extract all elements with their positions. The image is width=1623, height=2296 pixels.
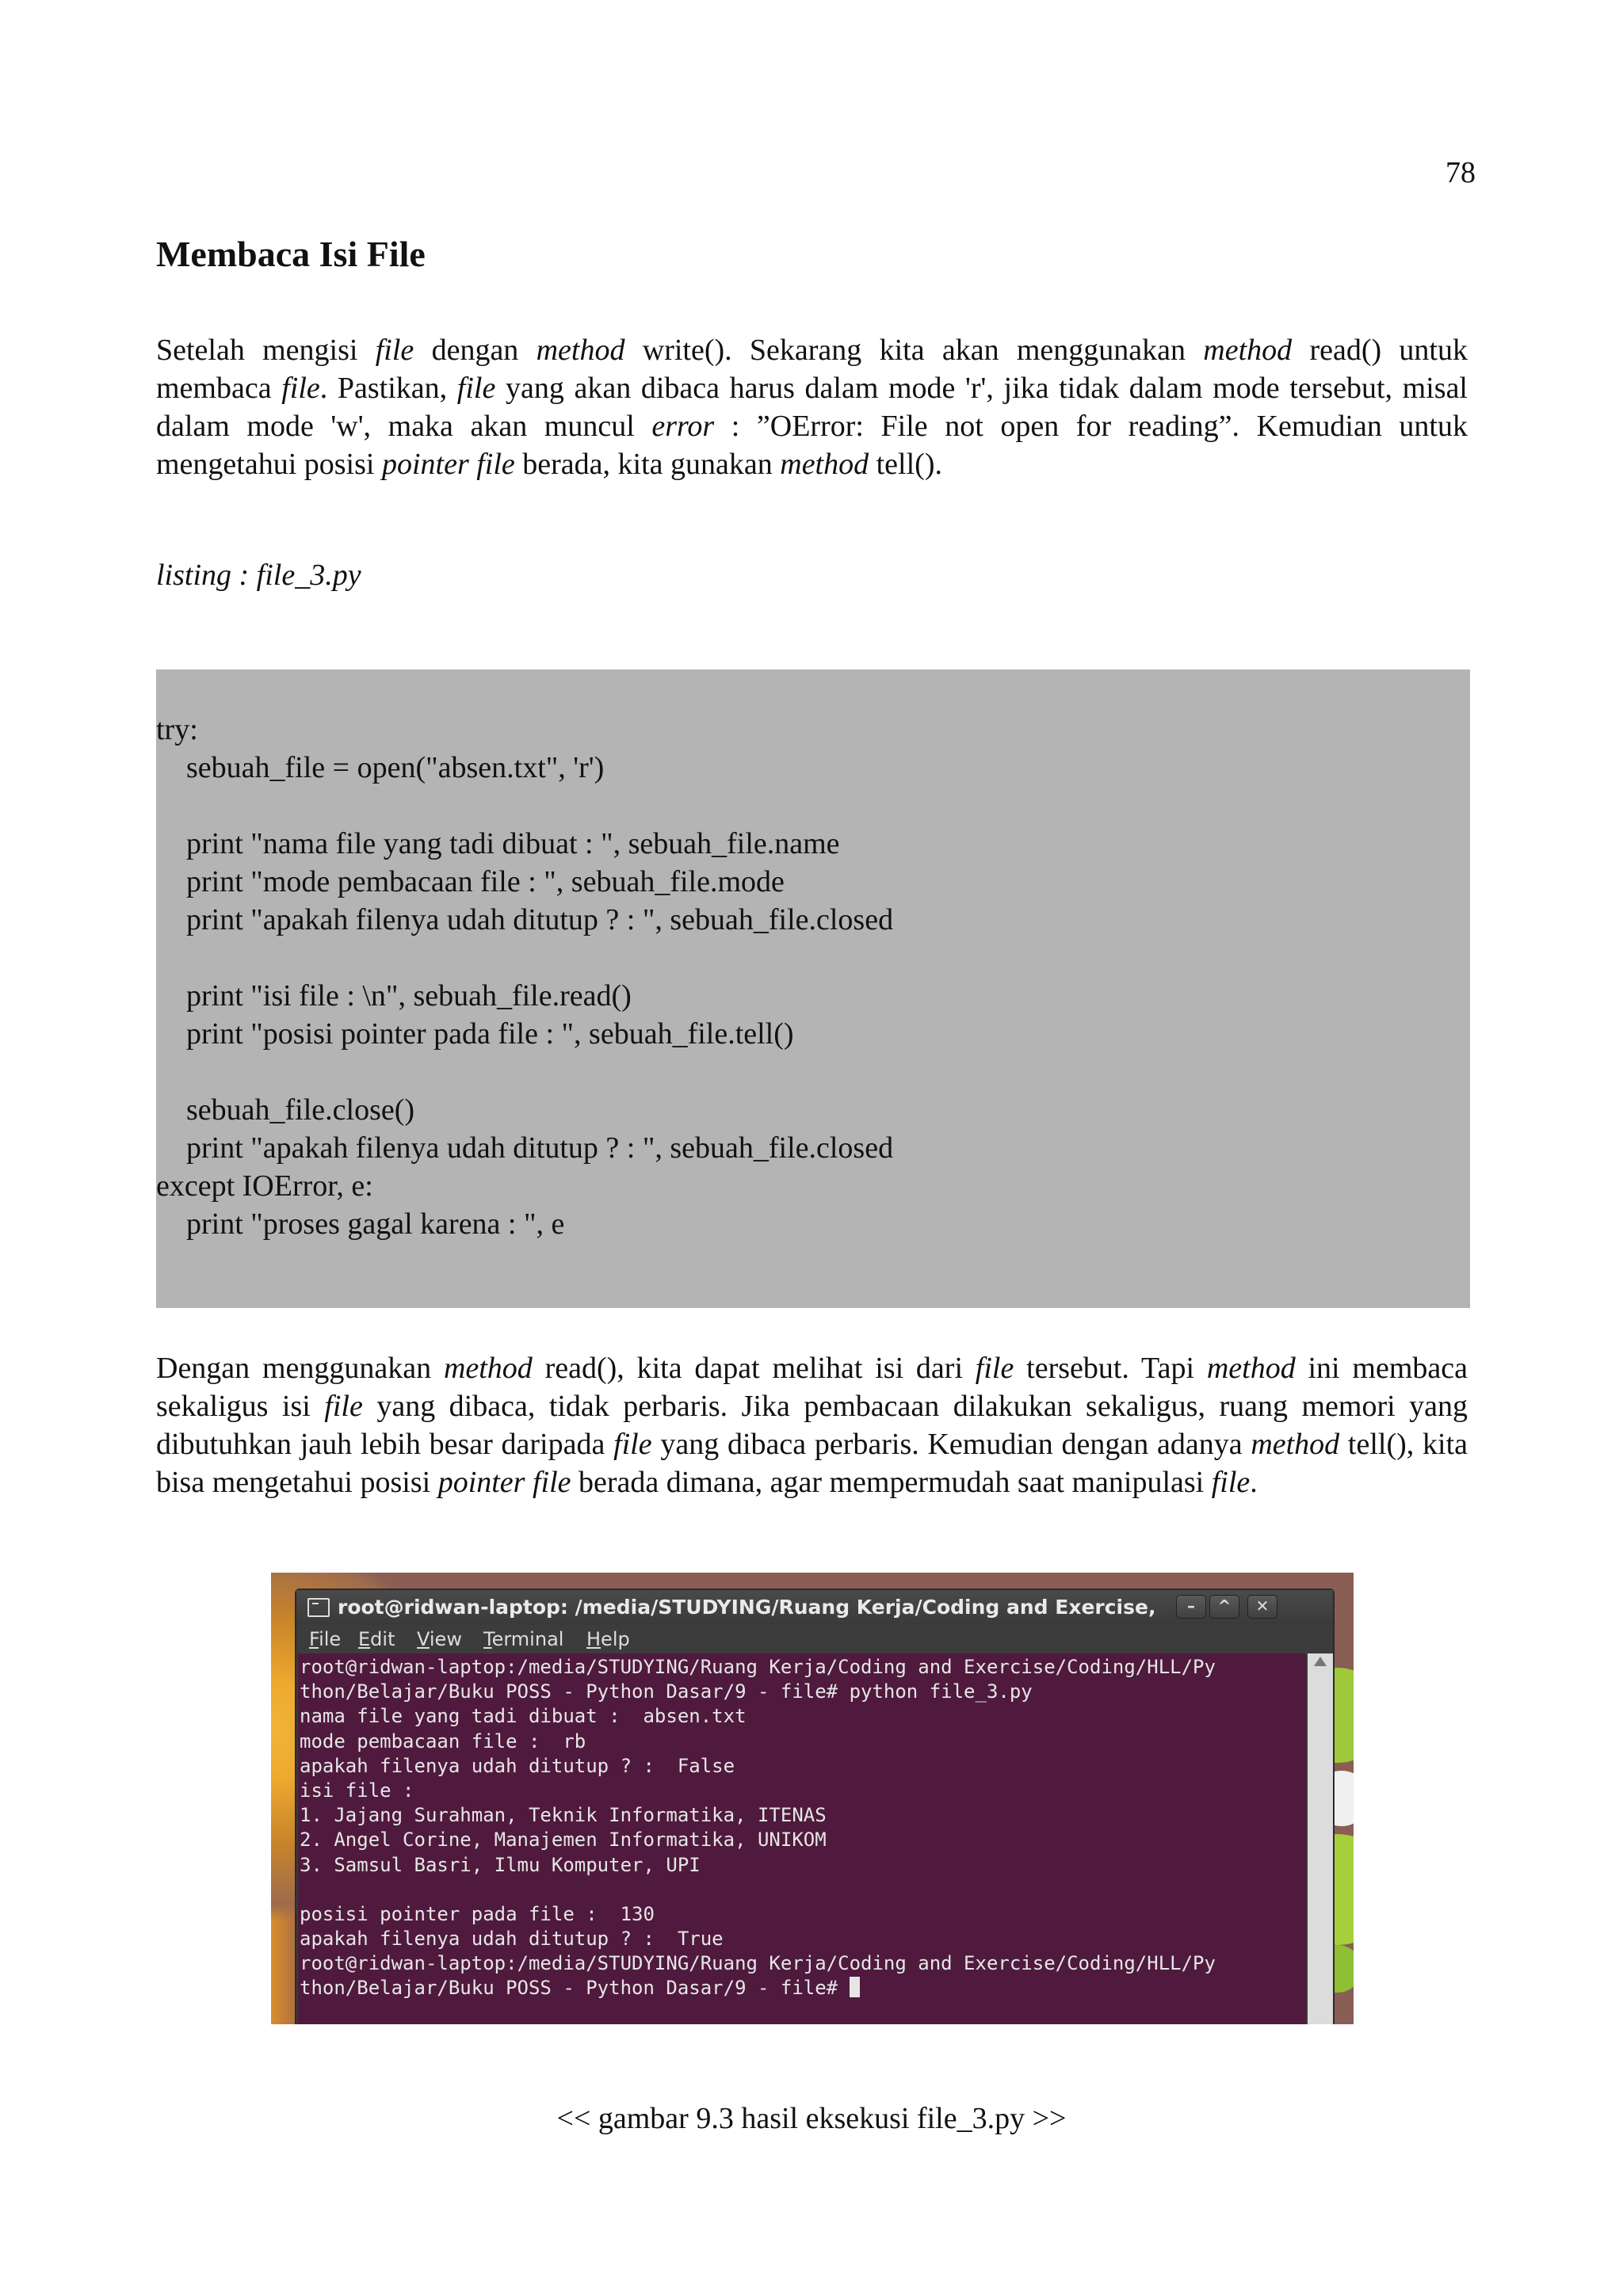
terminal-scrollbar[interactable] — [1308, 1653, 1333, 2024]
intro-paragraph — [156, 331, 1468, 483]
code-lines — [156, 711, 893, 1243]
terminal-line — [300, 1680, 1306, 1704]
terminal-icon — [307, 1598, 330, 1617]
figure-caption: << gambar 9.3 hasil eksekusi file_3.py >> — [556, 2102, 1067, 2135]
listing-label: listing : file_3.py — [156, 559, 361, 592]
text-run: read() untuk membaca — [156, 334, 1468, 405]
terminal-line-text: thon/Belajar/Buku POSS - Python Dasar/9 - file# — [300, 1977, 850, 2000]
menu-mnemonic: V — [417, 1628, 430, 1650]
terminal-line — [300, 1853, 1306, 1878]
terminal-line-text: isi file : — [300, 1779, 414, 1802]
menu-item[interactable] — [417, 1628, 462, 1650]
italic-term: file — [375, 334, 414, 367]
italic-term: file — [975, 1352, 1014, 1385]
menu-item[interactable] — [358, 1628, 395, 1650]
code-line: print "nama file yang tadi dibuat : ", sebuah_file.name — [156, 827, 840, 860]
menu-mnemonic: F — [309, 1628, 319, 1650]
window-title: root@ridwan-laptop: /media/STUDYING/Ruang Kerja/Coding and Exercise, — [338, 1596, 1156, 1619]
terminal-line — [300, 1902, 1306, 1927]
menu-label: elp — [601, 1628, 630, 1650]
code-line: print "apakah filenya udah ditutup ? : ", sebuah_file.closed — [156, 1131, 894, 1165]
terminal-line — [300, 1828, 1306, 1852]
italic-term: method — [1206, 1352, 1296, 1385]
italic-term: file — [1211, 1466, 1251, 1499]
text-run: read(), kita dapat melihat isi dari — [532, 1352, 976, 1385]
terminal-line — [300, 1754, 1306, 1779]
text-run: . Pastikan, — [319, 372, 457, 405]
code-line: print "isi file : \n", sebuah_file.read() — [156, 979, 632, 1013]
italic-term: file — [613, 1428, 652, 1461]
terminal-line — [300, 1779, 1306, 1803]
terminal-line — [300, 1927, 1306, 1951]
terminal-screenshot — [271, 1573, 1354, 2024]
code-block — [156, 669, 1470, 1308]
terminal-line-text: nama file yang tadi dibuat : absen.txt — [300, 1705, 747, 1728]
menu-mnemonic: E — [358, 1628, 371, 1650]
terminal-line-text: root@ridwan-laptop:/media/STUDYING/Ruang Kerja/Coding and Exercise/Coding/HLL/Py — [300, 1656, 1216, 1678]
terminal-line-text: root@ridwan-laptop:/media/STUDYING/Ruang Kerja/Coding and Exercise/Coding/HLL/Py — [300, 1952, 1216, 1975]
terminal-line-text: 2. Angel Corine, Manajemen Informatika, UNIKOM — [300, 1829, 827, 1852]
terminal-line-text: posisi pointer pada file : 130 — [300, 1902, 655, 1925]
section-heading: Membaca Isi File — [156, 234, 426, 274]
text-run: ini membaca sekaligus isi — [156, 1352, 1468, 1423]
minimize-button[interactable]: – — [1176, 1595, 1206, 1619]
text-run: : ”OError: File not open for reading”. Kemudian untuk mengetahui posisi — [156, 410, 1468, 481]
text-run: . — [1250, 1466, 1258, 1499]
menu-mnemonic: T — [483, 1628, 492, 1650]
terminal-line-text: 3. Samsul Basri, Ilmu Komputer, UPI — [300, 1853, 701, 1876]
terminal-line — [300, 1704, 1306, 1729]
text-run: berada, kita gunakan — [514, 448, 781, 481]
terminal-line-text: apakah filenya udah ditutup ? : False — [300, 1754, 735, 1777]
text-run: berada dimana, agar mempermudah saat manipulasi — [571, 1466, 1212, 1499]
terminal-line — [300, 1951, 1306, 1976]
menu-label: erminal — [491, 1628, 564, 1650]
terminal-cursor — [850, 1977, 860, 1997]
italic-term: method — [1251, 1428, 1340, 1461]
text-run: tersebut. Tapi — [1014, 1352, 1207, 1385]
terminal-line — [300, 1878, 1306, 1902]
terminal-line — [300, 1976, 1306, 2000]
menu-label: iew — [429, 1628, 462, 1650]
text-run: tell(). — [869, 448, 942, 481]
menu-label: dit — [370, 1628, 395, 1650]
code-line: print "proses gagal karena : ", e — [156, 1207, 565, 1241]
terminal-line-text: 1. Jajang Surahman, Teknik Informatika, ITENAS — [300, 1804, 827, 1827]
italic-term: pointer file — [381, 448, 515, 481]
code-line: except IOError, e: — [156, 1169, 373, 1203]
menu-label: ile — [319, 1628, 342, 1650]
text-run: yang dibaca perbaris. Kemudian dengan adanya — [651, 1428, 1251, 1461]
code-line: sebuah_file.close() — [156, 1093, 415, 1127]
scroll-up-icon[interactable] — [1314, 1657, 1327, 1666]
text-run: dengan — [414, 334, 537, 367]
code-line — [156, 787, 893, 825]
code-line: print "posisi pointer pada file : ", sebuah_file.tell() — [156, 1017, 794, 1051]
italic-term: pointer file — [437, 1466, 571, 1499]
menu-item[interactable] — [309, 1628, 341, 1650]
terminal-menubar — [296, 1625, 1333, 1653]
text-run: tell(), kita bisa mengetahui posisi — [156, 1428, 1468, 1499]
code-line: try: — [156, 713, 198, 746]
terminal-line — [300, 1655, 1306, 1680]
italic-term: method — [780, 448, 869, 481]
close-button[interactable]: ✕ — [1247, 1595, 1277, 1619]
code-line — [156, 939, 893, 977]
page-number: 78 — [1445, 156, 1476, 189]
terminal-output[interactable] — [298, 1653, 1306, 2024]
menu-mnemonic: H — [586, 1628, 601, 1650]
menu-item[interactable] — [483, 1628, 563, 1650]
text-run: Setelah mengisi — [156, 334, 376, 367]
italic-term: method — [443, 1352, 533, 1385]
italic-term: file — [456, 372, 496, 405]
explanation-paragraph — [156, 1349, 1468, 1501]
menu-item[interactable] — [586, 1628, 630, 1650]
text-run: yang dibaca, tidak perbaris. Jika pembacaan dilakukan sekaligus, ruang memori yang dibutuhkan jauh lebih besar daripada — [156, 1390, 1468, 1461]
italic-term: method — [1203, 334, 1293, 367]
italic-term: file — [324, 1390, 363, 1423]
code-line: sebuah_file = open("absen.txt", 'r') — [156, 751, 605, 784]
code-line: print "mode pembacaan file : ", sebuah_file.mode — [156, 865, 785, 898]
terminal-line-text: thon/Belajar/Buku POSS - Python Dasar/9 - file# python file_3.py — [300, 1680, 1033, 1703]
terminal-line-text: mode pembacaan file : rb — [300, 1730, 586, 1753]
maximize-button[interactable]: ^ — [1209, 1595, 1239, 1619]
terminal-line — [300, 1803, 1306, 1828]
text-run: write(). Sekarang kita akan menggunakan — [624, 334, 1204, 367]
text-run: Dengan menggunakan — [156, 1352, 444, 1385]
code-line — [156, 1053, 893, 1091]
italic-term: method — [536, 334, 625, 367]
terminal-line-text: apakah filenya udah ditutup ? : True — [300, 1928, 724, 1951]
text-run: yang akan dibaca harus dalam mode 'r', jika tidak dalam mode tersebut, misal dalam mode 'w', maka akan muncul — [156, 372, 1468, 443]
italic-term: file — [281, 372, 320, 405]
code-line: print "apakah filenya udah ditutup ? : ", sebuah_file.closed — [156, 903, 894, 936]
italic-term: error — [651, 410, 715, 443]
terminal-window — [295, 1589, 1335, 2024]
terminal-line — [300, 1730, 1306, 1754]
terminal-titlebar — [296, 1590, 1333, 1625]
